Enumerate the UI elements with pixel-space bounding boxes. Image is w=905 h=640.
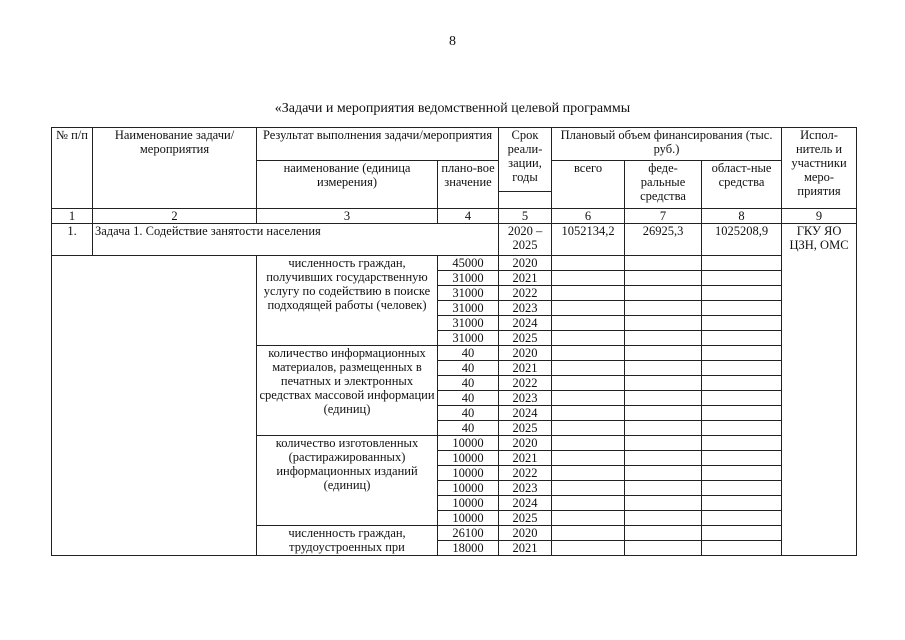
- fin-total-cell: [552, 316, 625, 331]
- fin-federal-cell: [625, 301, 702, 316]
- task-regional: 1025208,9: [702, 224, 782, 256]
- fin-regional-cell: [702, 331, 782, 346]
- fin-federal-cell: [625, 376, 702, 391]
- fin-federal-cell: [625, 331, 702, 346]
- fin-regional-cell: [702, 256, 782, 271]
- fin-total-cell: [552, 346, 625, 361]
- indicator-spacer: [52, 256, 257, 556]
- fin-total-cell: [552, 331, 625, 346]
- header-fin-federal: феде-ральные средства: [625, 161, 702, 209]
- indicator-year: 2020: [499, 526, 552, 541]
- fin-federal-cell: [625, 541, 702, 556]
- fin-total-cell: [552, 376, 625, 391]
- fin-total-cell: [552, 391, 625, 406]
- indicator-value: 40: [438, 376, 499, 391]
- fin-regional-cell: [702, 451, 782, 466]
- fin-total-cell: [552, 286, 625, 301]
- header-result: Результат выполнения задачи/мероприятия: [257, 128, 499, 161]
- indicator-year: 2021: [499, 271, 552, 286]
- indicator-year: 2021: [499, 541, 552, 556]
- indicator-year: 2025: [499, 421, 552, 436]
- program-table: [51, 127, 857, 556]
- fin-federal-cell: [625, 436, 702, 451]
- fin-regional-cell: [702, 466, 782, 481]
- indicator-year: 2024: [499, 496, 552, 511]
- fin-total-cell: [552, 526, 625, 541]
- fin-federal-cell: [625, 271, 702, 286]
- fin-federal-cell: [625, 391, 702, 406]
- fin-total-cell: [552, 301, 625, 316]
- task-num: 1.: [52, 224, 93, 256]
- header-result-name: наименование (единица измерения): [257, 161, 438, 209]
- col-number: 8: [702, 209, 782, 224]
- fin-federal-cell: [625, 256, 702, 271]
- header-num: № п/п: [52, 128, 93, 209]
- indicator-value: 40: [438, 361, 499, 376]
- fin-federal-cell: [625, 466, 702, 481]
- indicator-value: 31000: [438, 331, 499, 346]
- fin-federal-cell: [625, 481, 702, 496]
- fin-federal-cell: [625, 286, 702, 301]
- fin-federal-cell: [625, 511, 702, 526]
- fin-regional-cell: [702, 541, 782, 556]
- header-finance: Плановый объем финансирования (тыс. руб.): [552, 128, 782, 161]
- indicator-year: 2024: [499, 406, 552, 421]
- task-name: Задача 1. Содействие занятости населения: [93, 224, 499, 256]
- fin-regional-cell: [702, 361, 782, 376]
- indicator-value: 18000: [438, 541, 499, 556]
- indicator-year: 2022: [499, 376, 552, 391]
- col-number: 4: [438, 209, 499, 224]
- indicator-year: 2022: [499, 466, 552, 481]
- indicator-year: 2021: [499, 451, 552, 466]
- fin-federal-cell: [625, 361, 702, 376]
- header-fin-regional: област-ные средства: [702, 161, 782, 209]
- fin-regional-cell: [702, 346, 782, 361]
- col-number: 2: [93, 209, 257, 224]
- col-number: 5: [499, 209, 552, 224]
- fin-federal-cell: [625, 526, 702, 541]
- indicator-value: 31000: [438, 286, 499, 301]
- fin-total-cell: [552, 481, 625, 496]
- indicator-value: 31000: [438, 271, 499, 286]
- indicator-row: [52, 256, 857, 271]
- fin-regional-cell: [702, 436, 782, 451]
- indicator-value: 26100: [438, 526, 499, 541]
- col-number: 1: [52, 209, 93, 224]
- fin-federal-cell: [625, 451, 702, 466]
- fin-regional-cell: [702, 481, 782, 496]
- fin-total-cell: [552, 541, 625, 556]
- fin-total-cell: [552, 466, 625, 481]
- indicator-year: 2020: [499, 256, 552, 271]
- indicator-value: 40: [438, 406, 499, 421]
- indicator-year: 2023: [499, 481, 552, 496]
- indicator-name: численность граждан, трудоустроенных при: [257, 526, 438, 556]
- fin-regional-cell: [702, 271, 782, 286]
- fin-regional-cell: [702, 301, 782, 316]
- indicator-year: 2025: [499, 331, 552, 346]
- fin-total-cell: [552, 436, 625, 451]
- task-row: [52, 224, 857, 256]
- fin-total-cell: [552, 406, 625, 421]
- fin-regional-cell: [702, 526, 782, 541]
- fin-total-cell: [552, 421, 625, 436]
- indicator-value: 40: [438, 346, 499, 361]
- header-fin-total: всего: [552, 161, 625, 209]
- fin-regional-cell: [702, 376, 782, 391]
- document-title: «Задачи и мероприятия ведомственной целевой программы: [274, 101, 631, 116]
- fin-federal-cell: [625, 316, 702, 331]
- indicator-value: 31000: [438, 316, 499, 331]
- fin-regional-cell: [702, 406, 782, 421]
- indicator-value: 45000: [438, 256, 499, 271]
- fin-total-cell: [552, 361, 625, 376]
- task-term: 2020 – 2025: [499, 224, 552, 256]
- fin-total-cell: [552, 496, 625, 511]
- fin-total-cell: [552, 271, 625, 286]
- indicator-year: 2024: [499, 316, 552, 331]
- indicator-value: 10000: [438, 436, 499, 451]
- indicator-name: количество изготовленных (растиражированных) информационных изданий (единиц): [257, 436, 438, 526]
- task-total: 1052134,2: [552, 224, 625, 256]
- indicator-value: 10000: [438, 511, 499, 526]
- header-term-spacer: [499, 192, 552, 209]
- fin-regional-cell: [702, 316, 782, 331]
- indicator-year: 2025: [499, 511, 552, 526]
- col-number: 3: [257, 209, 438, 224]
- indicator-value: 40: [438, 421, 499, 436]
- fin-federal-cell: [625, 421, 702, 436]
- fin-regional-cell: [702, 391, 782, 406]
- col-number: 6: [552, 209, 625, 224]
- task-federal: 26925,3: [625, 224, 702, 256]
- header-term: Срок реали-зации, годы: [499, 128, 552, 192]
- header-executor: Испол-нитель и участники меро-приятия: [782, 128, 857, 209]
- task-executor: ГКУ ЯО ЦЗН, ОМС: [782, 224, 857, 556]
- indicator-value: 31000: [438, 301, 499, 316]
- fin-total-cell: [552, 451, 625, 466]
- page-number: 8: [449, 34, 456, 49]
- indicator-value: 10000: [438, 496, 499, 511]
- indicator-year: 2023: [499, 301, 552, 316]
- fin-total-cell: [552, 511, 625, 526]
- col-number: 9: [782, 209, 857, 224]
- fin-regional-cell: [702, 496, 782, 511]
- fin-federal-cell: [625, 406, 702, 421]
- indicator-year: 2023: [499, 391, 552, 406]
- indicator-value: 10000: [438, 481, 499, 496]
- header-result-value: плано-вое значение: [438, 161, 499, 209]
- fin-regional-cell: [702, 511, 782, 526]
- indicator-year: 2021: [499, 361, 552, 376]
- indicator-year: 2020: [499, 346, 552, 361]
- indicator-year: 2020: [499, 436, 552, 451]
- column-number-row: [52, 209, 857, 224]
- indicator-value: 10000: [438, 466, 499, 481]
- indicator-name: численность граждан, получивших государственную услугу по содействию в поиске подходящей работы (человек): [257, 256, 438, 346]
- indicator-value: 40: [438, 391, 499, 406]
- fin-total-cell: [552, 256, 625, 271]
- indicator-year: 2022: [499, 286, 552, 301]
- header-name: Наименование задачи/мероприятия: [93, 128, 257, 209]
- col-number: 7: [625, 209, 702, 224]
- indicator-value: 10000: [438, 451, 499, 466]
- indicator-name: количество информационных материалов, размещенных в печатных и электронных средствах массовой информации (единиц): [257, 346, 438, 436]
- fin-regional-cell: [702, 421, 782, 436]
- fin-regional-cell: [702, 286, 782, 301]
- fin-federal-cell: [625, 496, 702, 511]
- fin-federal-cell: [625, 346, 702, 361]
